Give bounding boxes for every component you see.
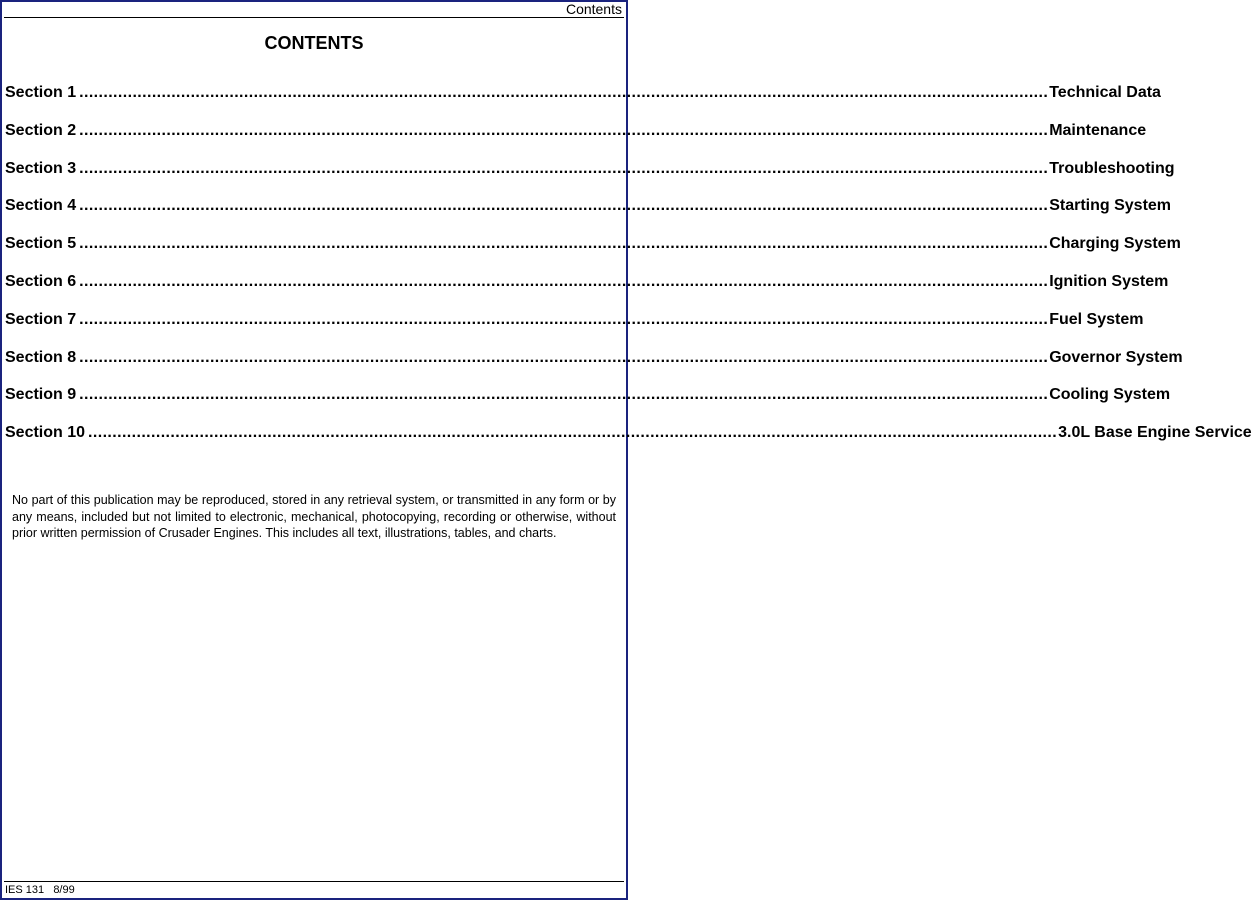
toc-entry[interactable] <box>5 84 1161 122</box>
dot-leader: ........................................................................................................................................................................................................ <box>79 272 1049 290</box>
table-of-contents <box>5 84 1252 462</box>
toc-section-number: Section 5 <box>5 235 77 253</box>
header-rule <box>4 17 624 18</box>
toc-section-title: Starting System <box>1049 197 1172 215</box>
toc-section-title: 3.0L Base Engine Service <box>1058 424 1252 442</box>
toc-section-title: Charging System <box>1049 235 1181 253</box>
toc-section-title: Governor System <box>1049 348 1183 366</box>
toc-entry[interactable] <box>5 424 1252 462</box>
toc-section-number: Section 8 <box>5 348 77 366</box>
running-head: Contents <box>565 1 622 17</box>
toc-section-number: Section 7 <box>5 310 77 328</box>
toc-section-number: Section 4 <box>5 197 77 215</box>
toc-entry[interactable] <box>5 310 1144 349</box>
dot-leader: ........................................................................................................................................................................................................ <box>79 159 1049 177</box>
toc-section-number: Section 1 <box>5 84 77 101</box>
dot-leader: ........................................................................................................................................................................................................ <box>79 348 1049 366</box>
footer-rule <box>4 881 624 882</box>
toc-entry[interactable] <box>5 159 1175 198</box>
document-id: IES 131 <box>5 884 45 896</box>
document-date: 8/99 <box>53 884 75 896</box>
toc-entry[interactable] <box>5 272 1169 311</box>
toc-section-number: Section 6 <box>5 272 77 290</box>
dot-leader: ........................................................................................................................................................................................................ <box>79 197 1049 215</box>
dot-leader: ........................................................................................................................................................................................................ <box>79 386 1049 404</box>
toc-section-title: Ignition System <box>1049 272 1169 290</box>
toc-entry[interactable] <box>5 197 1172 235</box>
toc-entry[interactable] <box>5 121 1147 160</box>
toc-entry[interactable] <box>5 348 1183 387</box>
copyright-notice: No part of this publication may be reproduced, stored in any retrieval system, or transmitted in any form or by any means, included but not limited to electronic, mechanical, photocopying, recording or otherwise, without prior written permission of Crusader Engines. This includes all text, illustrations, tables, and charts. <box>12 493 616 540</box>
dot-leader: ........................................................................................................................................................................................................ <box>79 235 1049 253</box>
toc-section-number: Section 3 <box>5 159 77 177</box>
toc-entry[interactable] <box>5 235 1181 273</box>
toc-section-number: Section 10 <box>5 424 86 442</box>
toc-section-number: Section 9 <box>5 386 77 404</box>
toc-section-title: Cooling System <box>1049 386 1171 404</box>
toc-section-title: Technical Data <box>1049 84 1161 101</box>
toc-section-title: Maintenance <box>1049 121 1147 139</box>
dot-leader: ........................................................................................................................................................................................................ <box>79 310 1049 328</box>
toc-entry[interactable] <box>5 386 1171 424</box>
toc-section-title: Fuel System <box>1049 310 1144 328</box>
page-title: CONTENTS <box>264 33 364 53</box>
footer <box>5 884 75 897</box>
toc-section-title: Troubleshooting <box>1049 159 1175 177</box>
toc-section-number: Section 2 <box>5 121 77 139</box>
dot-leader: ........................................................................................................................................................................................................ <box>79 84 1049 101</box>
dot-leader: ........................................................................................................................................................................................................ <box>88 424 1058 442</box>
dot-leader: ........................................................................................................................................................................................................ <box>79 121 1049 139</box>
